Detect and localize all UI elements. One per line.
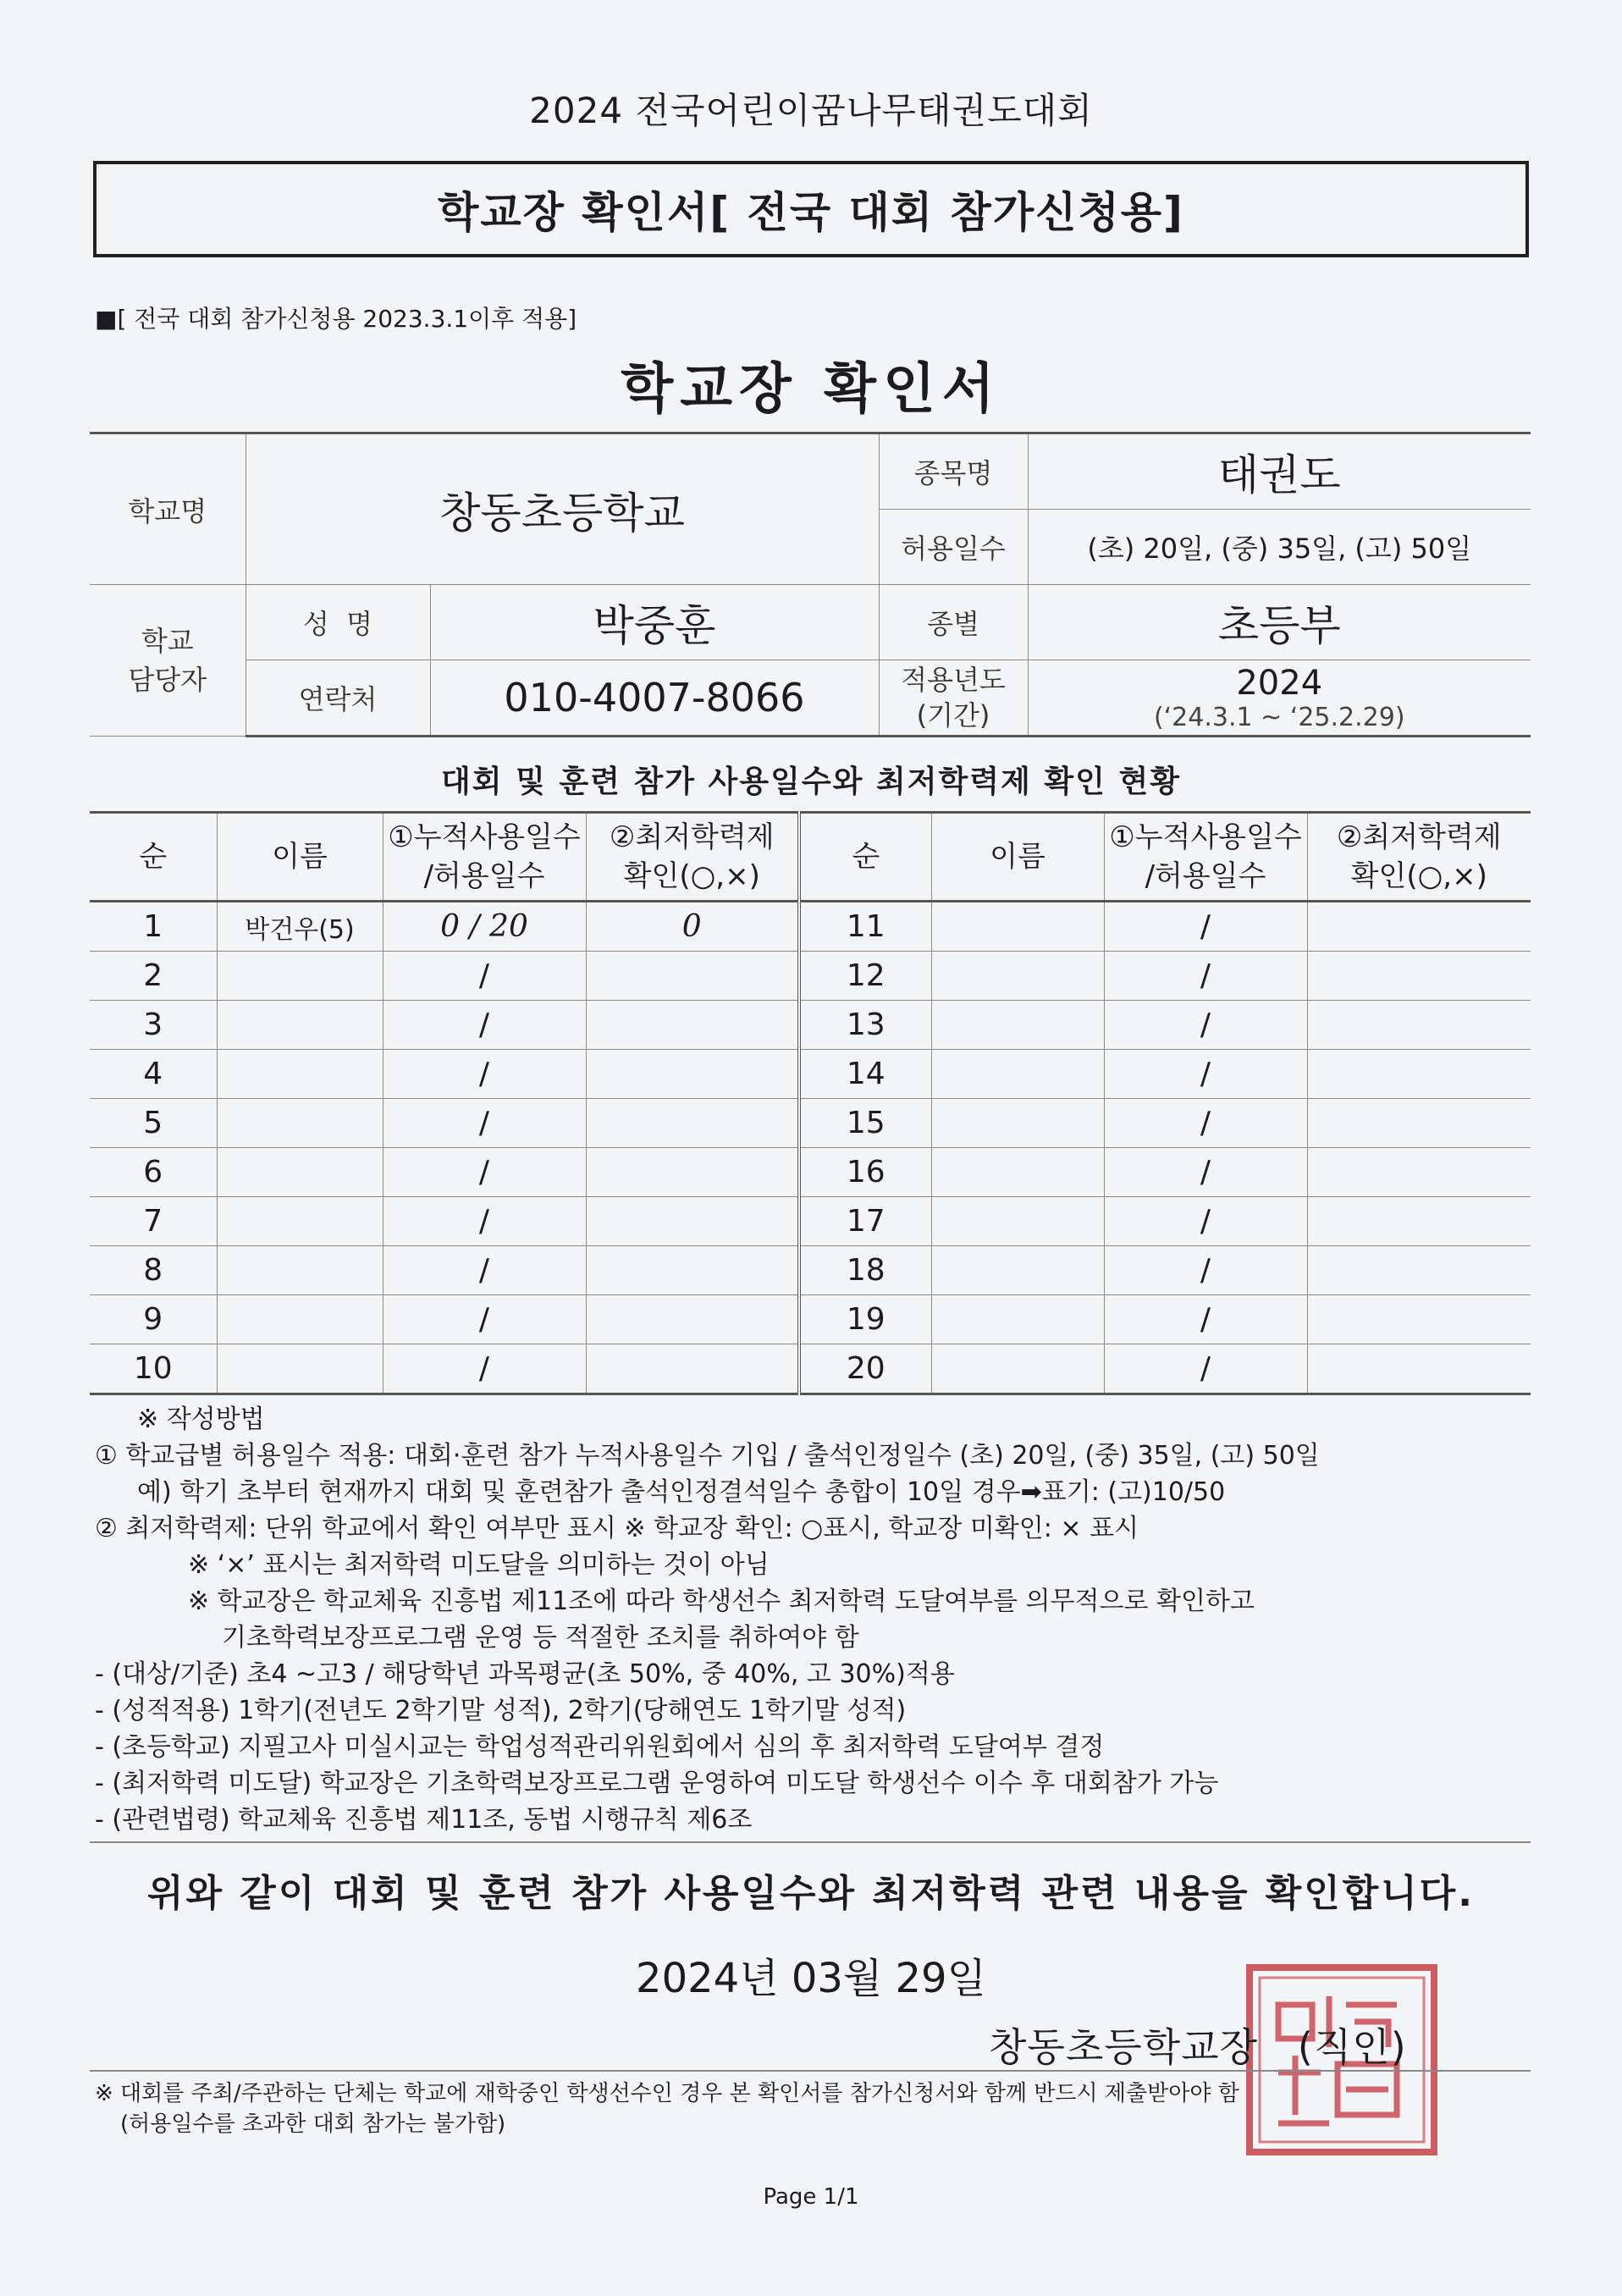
student-name <box>217 1099 383 1148</box>
student-name <box>931 1148 1104 1197</box>
header-name: 이름 <box>931 813 1104 902</box>
table-row <box>90 1148 1531 1197</box>
student-name <box>217 1246 383 1295</box>
days-used: / <box>1104 952 1307 1001</box>
table-row <box>90 1344 1531 1394</box>
min-academic-check <box>586 1001 799 1050</box>
instruction-line: ② 최저학력제: 단위 학교에서 확인 여부만 표시 ※ 학교장 확인: ○표시, 학교장 미확인: × 표시 <box>95 1514 1139 1543</box>
student-name <box>217 1344 383 1394</box>
min-academic-check <box>586 1050 799 1099</box>
days-used: / <box>383 1050 586 1099</box>
table-row <box>90 1197 1531 1246</box>
row-number: 7 <box>90 1197 217 1246</box>
instruction-line: ※ 작성방법 <box>137 1405 265 1434</box>
table-row <box>90 1050 1531 1099</box>
grid-header-row <box>90 813 1531 902</box>
student-name <box>217 1050 383 1099</box>
participation-grid <box>90 811 1531 1395</box>
table-row <box>90 1099 1531 1148</box>
row-number: 19 <box>799 1295 931 1344</box>
student-name <box>217 952 383 1001</box>
days-used: / <box>383 1001 586 1050</box>
days-used: / <box>383 1148 586 1197</box>
instruction-line: ※ 학교장은 학교체육 진흥법 제11조에 따라 학생선수 최저학력 도달여부를 의무적으로 확인하고 <box>188 1587 1255 1616</box>
event-title: 2024 전국어린이꿈나무태권도대회 <box>529 90 1093 131</box>
manager-name-value: 박중훈 <box>430 585 879 660</box>
student-name <box>931 1295 1104 1344</box>
row-number: 4 <box>90 1050 217 1099</box>
days-used: / <box>1104 1001 1307 1050</box>
min-academic-check <box>1307 1148 1531 1197</box>
days-used: / <box>1104 902 1307 952</box>
instruction-line: - (최저학력 미도달) 학교장은 기초학력보장프로그램 운영하여 미도달 학생선수 이수 후 대회참가 가능 <box>95 1769 1219 1798</box>
row-number: 18 <box>799 1246 931 1295</box>
row-number: 6 <box>90 1148 217 1197</box>
row-number: 13 <box>799 1001 931 1050</box>
min-academic-check <box>586 1246 799 1295</box>
year-cell <box>1028 660 1531 737</box>
min-academic-check <box>586 1197 799 1246</box>
info-table <box>90 432 1531 737</box>
student-name <box>931 1246 1104 1295</box>
division-value: 초등부 <box>1028 585 1531 660</box>
days-used: / <box>1104 1246 1307 1295</box>
days-used: / <box>1104 1050 1307 1099</box>
row-number: 12 <box>799 952 931 1001</box>
student-name: 박건우(5) <box>217 902 383 952</box>
days-used: / <box>383 1197 586 1246</box>
student-name <box>931 1001 1104 1050</box>
sport-value: 태권도 <box>1028 433 1531 510</box>
document-title: 학교장 확인서 <box>621 358 1001 421</box>
divider <box>90 1841 1531 1843</box>
student-name <box>931 1050 1104 1099</box>
table-row <box>90 1295 1531 1344</box>
row-number: 10 <box>90 1344 217 1394</box>
row-number: 2 <box>90 952 217 1001</box>
contact-label: 연락처 <box>246 660 430 737</box>
footnote <box>95 2078 1551 2139</box>
year-value: 2024 <box>1236 663 1323 703</box>
student-name <box>217 1001 383 1050</box>
days-used: 0 / 20 <box>383 902 586 952</box>
instruction-line: - (관련법령) 학교체육 진흥법 제11조, 동법 시행규칙 제6조 <box>95 1805 753 1835</box>
instruction-line: - (초등학교) 지필고사 미실시교는 학업성적관리위원회에서 심의 후 최저학력 도달여부 결정 <box>95 1732 1105 1762</box>
student-name <box>931 952 1104 1001</box>
allowed-days-value: (초) 20일, (중) 35일, (고) 50일 <box>1028 510 1531 585</box>
instruction-line: ※ ‘×’ 표시는 최저학력 미도달을 의미하는 것이 아님 <box>188 1550 770 1580</box>
contact-value: 010-4007-8066 <box>430 660 879 737</box>
instruction-line: - (성적적용) 1학기(전년도 2학기말 성적), 2학기(당해연도 1학기말 성적) <box>95 1696 907 1725</box>
days-used: / <box>383 1246 586 1295</box>
row-number: 16 <box>799 1148 931 1197</box>
school-label: 학교명 <box>90 433 246 585</box>
division-label: 종별 <box>879 585 1028 660</box>
instruction-line: 예) 학기 초부터 현재까지 대회 및 훈련참가 출석인정결석일수 총합이 10일 경우➡표기: (고)10/50 <box>137 1477 1226 1507</box>
table-row <box>90 1001 1531 1050</box>
days-used: / <box>383 1295 586 1344</box>
days-used: / <box>383 1344 586 1394</box>
school-value: 창동초등학교 <box>246 433 879 585</box>
header-check: ②최저학력제 확인(○,×) <box>586 813 799 902</box>
name-label: 성 명 <box>246 585 430 660</box>
min-academic-check <box>1307 1050 1531 1099</box>
table-row <box>90 1246 1531 1295</box>
row-number: 5 <box>90 1099 217 1148</box>
confirmation-statement: 위와 같이 대회 및 훈련 참가 사용일수와 최저학력 관련 내용을 확인합니다. <box>146 1872 1475 1915</box>
days-used: / <box>1104 1099 1307 1148</box>
row-number: 20 <box>799 1344 931 1394</box>
row-number: 11 <box>799 902 931 952</box>
allowed-days-label: 허용일수 <box>879 510 1028 585</box>
days-used: / <box>1104 1295 1307 1344</box>
header-name: 이름 <box>217 813 383 902</box>
days-used: / <box>383 952 586 1001</box>
table-row <box>90 952 1531 1001</box>
student-name <box>217 1197 383 1246</box>
min-academic-check <box>586 1344 799 1394</box>
min-academic-check <box>1307 902 1531 952</box>
row-number: 14 <box>799 1050 931 1099</box>
principal-signature: 창동초등학교장 (직인) <box>989 2024 1407 2070</box>
min-academic-check <box>1307 1099 1531 1148</box>
header-check: ②최저학력제 확인(○,×) <box>1307 813 1531 902</box>
days-used: / <box>1104 1344 1307 1394</box>
min-academic-check <box>1307 952 1531 1001</box>
min-academic-check <box>586 1295 799 1344</box>
min-academic-check: 0 <box>586 902 799 952</box>
issue-date: 2024년 03월 29일 <box>636 1955 986 2002</box>
footnote-line-2: (허용일수를 초과한 대회 참가는 불가함) <box>120 2111 506 2137</box>
manager-label: 학교 담당자 <box>90 585 246 737</box>
min-academic-check <box>1307 1197 1531 1246</box>
days-used: / <box>1104 1197 1307 1246</box>
min-academic-check <box>1307 1295 1531 1344</box>
min-academic-check <box>1307 1001 1531 1050</box>
period-value: (‘24.3.1 ~ ‘25.2.29) <box>1153 702 1405 732</box>
instruction-line: 기초학력보장프로그램 운영 등 적절한 조치를 취하여야 함 <box>222 1623 859 1653</box>
row-number: 9 <box>90 1295 217 1344</box>
instruction-line: - (대상/기준) 초4 ~고3 / 해당학년 과목평균(초 50%, 중 40%, 고 30%)적용 <box>95 1659 955 1689</box>
header-no: 순 <box>799 813 931 902</box>
apply-note: ■[ 전국 대회 참가신청용 2023.3.1이후 적용] <box>95 305 577 333</box>
student-name <box>931 1197 1104 1246</box>
student-name <box>217 1148 383 1197</box>
days-used: / <box>383 1099 586 1148</box>
student-name <box>217 1295 383 1344</box>
min-academic-check <box>586 952 799 1001</box>
row-number: 8 <box>90 1246 217 1295</box>
header-days: ①누적사용일수 /허용일수 <box>383 813 586 902</box>
student-name <box>931 1099 1104 1148</box>
student-name <box>931 902 1104 952</box>
section-heading: 대회 및 훈련 참가 사용일수와 최저학력제 확인 현황 <box>440 764 1182 799</box>
divider <box>90 2070 1531 2072</box>
row-number: 1 <box>90 902 217 952</box>
min-academic-check <box>1307 1344 1531 1394</box>
min-academic-check <box>1307 1246 1531 1295</box>
row-number: 17 <box>799 1197 931 1246</box>
year-label: 적용년도 (기간) <box>879 660 1028 737</box>
min-academic-check <box>586 1099 799 1148</box>
header-days: ①누적사용일수 /허용일수 <box>1104 813 1307 902</box>
form-title-box: 학교장 확인서[ 전국 대회 참가신청용] <box>93 161 1529 257</box>
days-used: / <box>1104 1148 1307 1197</box>
row-number: 3 <box>90 1001 217 1050</box>
footnote-line-1: ※ 대회를 주최/주관하는 단체는 학교에 재학중인 학생선수인 경우 본 확인서를 참가신청서와 함께 반드시 제출받아야 함 <box>95 2081 1239 2106</box>
row-number: 15 <box>799 1099 931 1148</box>
writing-instructions <box>95 1401 1551 1838</box>
student-name <box>931 1344 1104 1394</box>
header-no: 순 <box>90 813 217 902</box>
table-row <box>90 902 1531 952</box>
min-academic-check <box>586 1148 799 1197</box>
page-number: Page 1/1 <box>763 2184 859 2210</box>
sport-label: 종목명 <box>879 433 1028 510</box>
instruction-line: ① 학교급별 허용일수 적용: 대회·훈련 참가 누적사용일수 기입 / 출석인정일수 (초) 20일, (중) 35일, (고) 50일 <box>95 1441 1320 1471</box>
